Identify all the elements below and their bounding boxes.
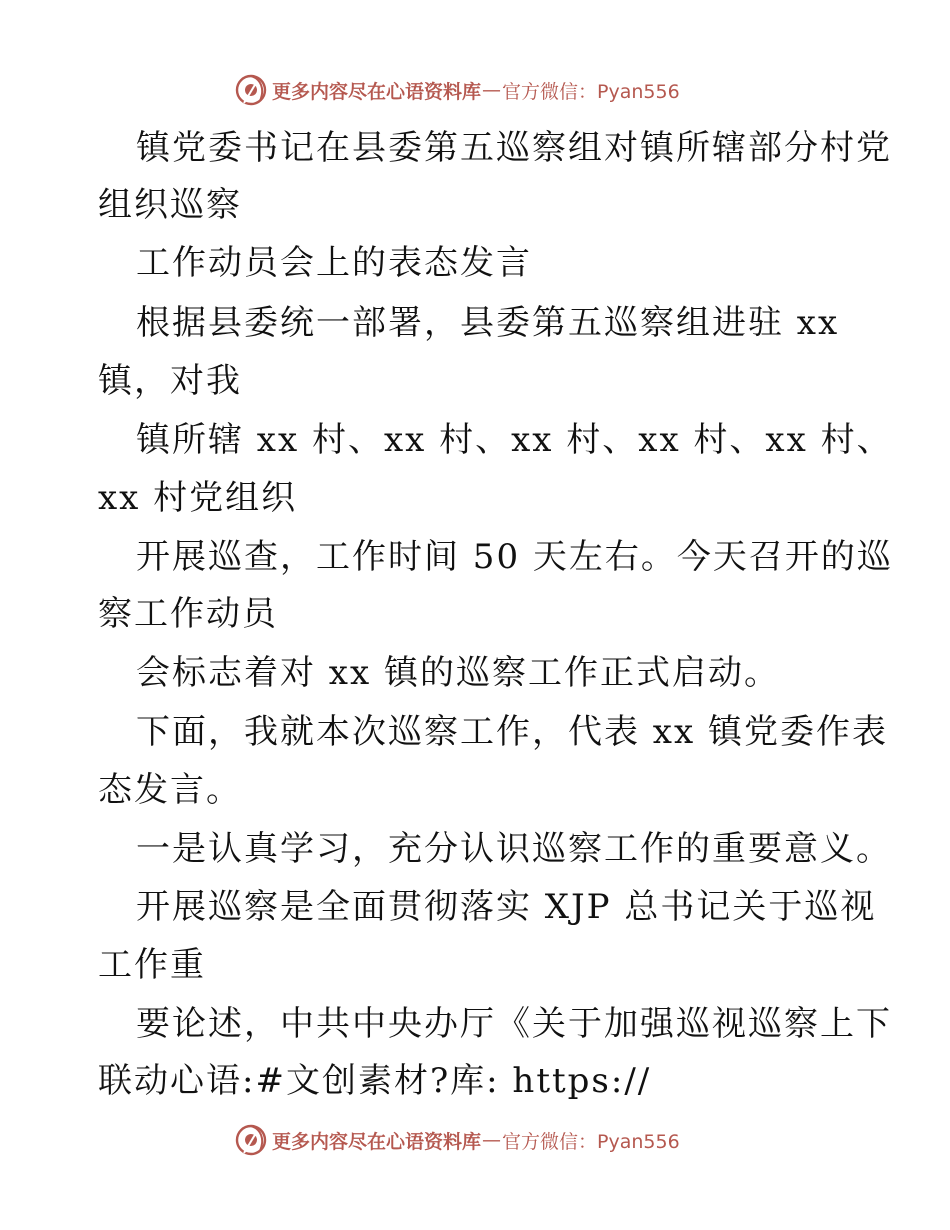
body-line: 开展巡查，工作时间 50 天左右。今天召开的巡	[136, 537, 893, 577]
body-line: 镇，对我	[98, 361, 242, 401]
body-line: 联动心语:#文创素材?库: https://	[98, 1061, 652, 1101]
body-line: 下面，我就本次巡察工作，代表 xx 镇党委作表	[136, 712, 888, 752]
watermark-sub-text: 官方微信：Pyan556	[502, 1130, 680, 1153]
body-line: 一是认真学习，充分认识巡察工作的重要意义。	[136, 829, 892, 869]
footer-watermark	[234, 1122, 680, 1158]
body-line: 镇党委书记在县委第五巡察组对镇所辖部分村党	[136, 128, 892, 168]
watermark-separator: —	[482, 1129, 502, 1151]
body-line: 镇所辖 xx 村、xx 村、xx 村、xx 村、xx 村、	[136, 420, 893, 460]
body-line: 察工作动员	[98, 594, 278, 634]
feather-logo-icon	[234, 1123, 268, 1157]
body-line: xx 村党组织	[98, 478, 298, 518]
watermark-sub-text: 官方微信：Pyan556	[502, 80, 680, 103]
watermark-main-text: 更多内容尽在心语资料库	[272, 80, 482, 103]
watermark-separator: —	[482, 79, 502, 101]
body-line: 态发言。	[98, 770, 242, 810]
body-line: 开展巡察是全面贯彻落实 XJP 总书记关于巡视	[136, 887, 877, 927]
body-line: 工作动员会上的表态发言	[136, 243, 532, 283]
body-line: 组织巡察	[98, 185, 242, 225]
watermark-main-text: 更多内容尽在心语资料库	[272, 1130, 482, 1153]
body-line: 工作重	[98, 945, 206, 985]
body-line: 要论述，中共中央办厅《关于加强巡视巡察上下	[136, 1004, 892, 1044]
body-line: 根据县委统一部署，县委第五巡察组进驻 xx	[136, 303, 840, 343]
body-line: 会标志着对 xx 镇的巡察工作正式启动。	[136, 653, 780, 693]
